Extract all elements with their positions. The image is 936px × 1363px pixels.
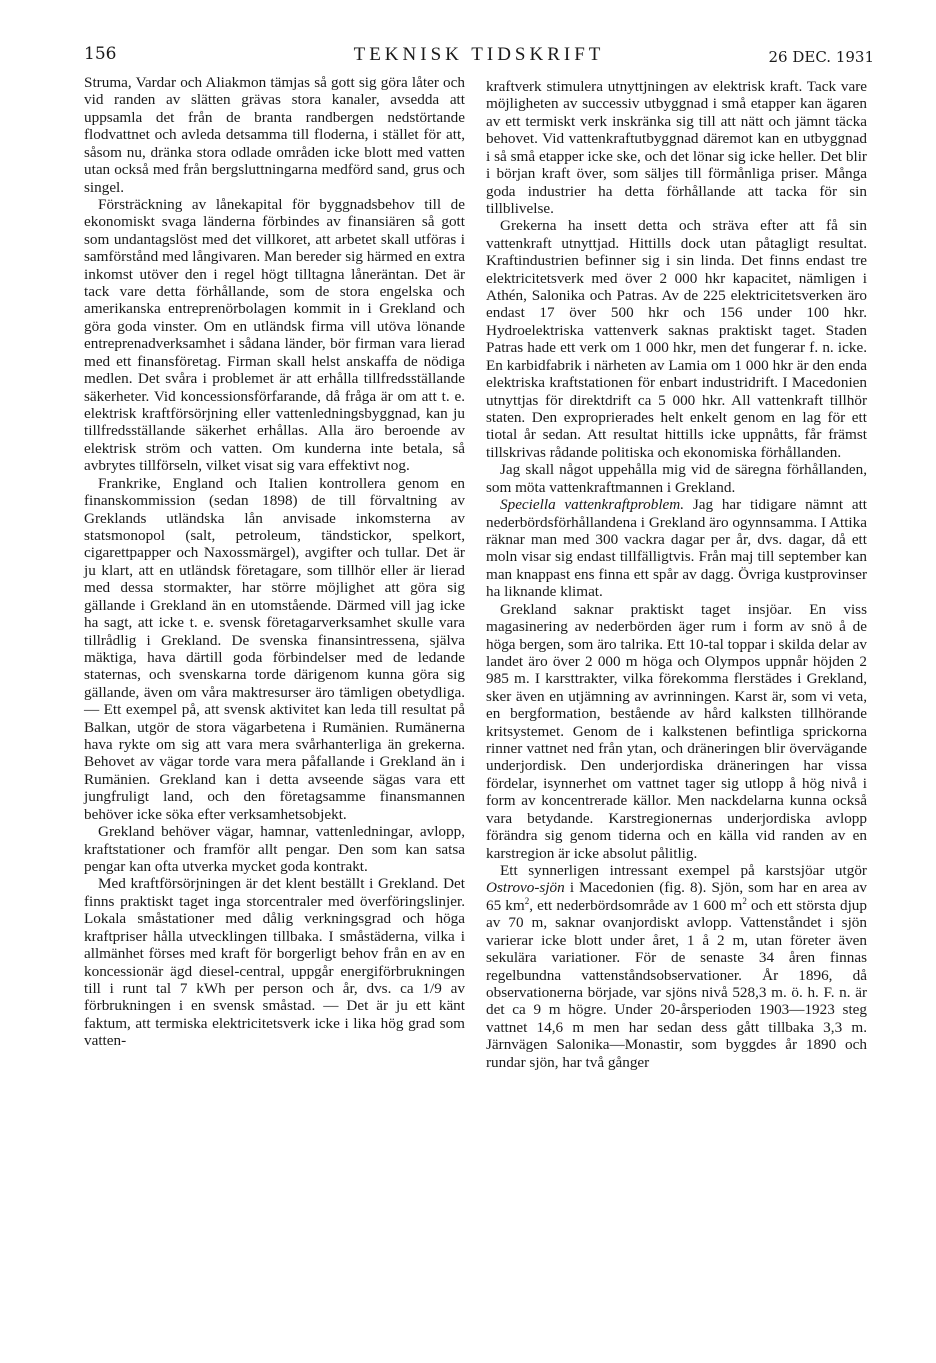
paragraph: Försträckning av lånekapital för byggnadsbehov till de ekonomiskt svaga länderna förbindes av finansiären så gott som undantagslöst med det villkoret, att arbetet skall utföras i samförstånd med långivaren. Man bereder sig härmed en extra inkomst utöver den i regel högt tilltagna låneräntan. Det är tack vare detta förhållande, som de stora engelska och amerikanska entreprenörbolagen kommit in i Grekland och göra goda vinster. Om en utländsk firma vill utöva lönande entreprenadverksamhet i sådana länder, bör firman vara lierad med ett finansföretag. Firman skall helst anskaffa de nödiga medlen. Det svåra i problemet är att erhålla tillfredsställande säkerheter. Vid koncessionsförfarande, då fråga är om att t. e. elektrisk kraftförsörjning eller vattenledningsbyggnad, kan ju tillfredsställande säkerhet erhållas. Alla äro beroende av elektrisk ström och vatten. Om kunderna inte betala, så avbrytes tillförseln, vilket visat sig vara effektivt nog. — [84, 195, 465, 475]
page-header — [84, 40, 874, 70]
page-number: 156 — [84, 44, 117, 64]
paragraph — [486, 496, 867, 601]
paragraph: Grekerna ha insett detta och sträva efter att få sin vattenkraft utnyttjad. Hittills dock utan påtagligt resultat. Kraftindustrien befinner sig i sin linda. Det finns endast tre elektricitetsverk med över 2 000 hkr kapacitet, nämligen i Athén, Salonika och Patras. Av de 225 elektricitetsverken äro endast 17 över 500 hkr och 156 under 100 hkr. Hydroelektriska vattenverk saknas praktiskt taget. Staden Patras hade ett verk om 1 000 hkr, men det fungerar f. n. icke. En karbidfabrik i närheten av Lamia om 1 000 hkr är den enda elektriska kraftstationen för enbart industridrift. I Macedonien utnyttjas för direktdrift ca 5 000 hkr. All vattenkraft tillhör staten. Den exproprierades helt enkelt genom en lag för ett tiotal år sedan. Att resultat hittills icke uppnåtts, får främst tillskrivas rådande politiska och ekonomiska förhållanden. — [486, 217, 867, 461]
superscript: 2 — [742, 895, 747, 906]
right-column — [486, 78, 867, 1071]
paragraph-text: Med kraftförsörjningen är det klent beställt i Grekland. Det finns praktiskt taget inga storcentraler med överföringslinjer. Lokala småstationer med dålig verkningsgrad och höga kraftpriser hålla utvecklingen tillbaka. I småstäderna, vilka i allmänhet förses med kraft för borgerligt behov från en av en koncessionär ägd diesel-central, uppgår energiförbrukningen till i runt tal 7 kWh per person och år, dvs. ca — [84, 875, 465, 997]
fraction: 1/9 — [422, 979, 442, 997]
journal-title: TEKNISK TIDSKRIFT — [353, 44, 605, 65]
paragraph: Grekland saknar praktiskt taget insjöar. En viss magasinering av nederbörden äger rum i form av snö å de höga bergen, som äro talrika. Ett 10-tal toppar i skilda delar av landet äro över 2 000 m höga och Olympos uppnår höjden 2 985 m. I karsttrakter, vilka förekomma flerstädes i Grekland, sker även en utjämning av avrinningen. Karst är, som vi veta, en bergformation, bestående av hård kalksten tillhörande kritsystemet. Genom de i kalkstenen befintliga sprickorna rinner vattnet ned från ytan, och dräneringen blir övervägande underjordisk. Den underjordiska dräneringen har vissa fördelar, isynnerhet om vattnet tager sig utlopp å hög nivå i form av koncentrerade källor. Men nackdelarna kunna också vara betydande. Karstregionernas underjordiska avlopp förändra sig genom tiderna och en källa vid randen av en karstregion är icke absolut pålitlig. — [486, 600, 867, 862]
paragraph: Frankrike, England och Italien kontrollera genom en finanskommission (sedan 1898) de till förvaltning av Greklands utländska lån anvisade inkomsterna av statsmonopol (salt, petroleum, tändstickor, spelkort, cigarettpapper och Naxossmärgel), avgifter och tullar. Det är ju klart, att en utländsk företagare, som tillhör eller är lierad med dessa stormakter, har större möjlighet att göra sig gällande i Grekland än en utomstående. Därmed vill jag icke ha sagt, att icke t. e. svensk företagarverksamhet skulle vara tillrådlig i Grekland. De svenska finansintressena, själva mäktiga, hava därtill goda förbindelser med de ledande staternas, och svenskarna torde därigenom kunna göra sig gällande, även om våra maktresurser äro tämligen obetydliga. — Ett exempel på, att svensk aktivitet kan leda till resultat på Balkan, utgör de stora vägarbetena i Rumänien. Rumänerna hava rykte om sig att vara mera svårhanterliga än grekerna. Behovet av vägar torde vara mera påfallande i Grekland än i Rumänien. Grekland kan i detta avseende sägas vara ett jungfruligt land, och den företagsamme finansmannen behöver icke söka efter verksamhetsobjekt. — [84, 474, 465, 823]
paragraph-text: Jag har tidigare nämnt att nederbördsförhållandena i Grekland äro ogynnsamma. I Attika räknar man med 300 vackra dagar per år, dvs. dagar, då ett moln visar sig endast tillfälligtvis. Från maj till september kan man knappast ens finna ett spår av dagg. Övriga kustprovinser ha liknande klimat. — [486, 496, 868, 601]
paragraph-text: i Macedonien (fig. 8). Sjön, som har en area av 65 km — [486, 879, 868, 914]
paragraph — [486, 862, 867, 1071]
left-column — [84, 74, 465, 1050]
paragraph-text: , ett nederbördsområde av 1 600 m — [529, 896, 743, 914]
issue-date: 26 DEC. 1931 — [768, 48, 874, 66]
superscript: 2 — [524, 895, 530, 906]
paragraph: Jag skall något uppehålla mig vid de säregna förhållanden, som möta vattenkraftmannen i Grekland. — [486, 461, 867, 496]
paragraph-text: och ett största djup av 70 m, saknar ovanjordiskt avlopp. Vattenståndet i sjön varierar icke blott under året, 1 å 2 m, utan företer även sekulära variationer. För de senaste 34 åren finnas regelbundna vattenståndsobservationer. År 1896, då observationerna började, var sjöns nivå 528,3 m. ö. h. F. n. är det ca 9 m högre. Under 20-årsperioden 1903—1923 steg vattnet 14,6 m men har sedan dess gått tillbaka 3,3 m. Järnvägen Salonika—Monastir, som byggdes år 1890 och rundar sjön, har två gånger — [486, 896, 867, 1071]
paragraph-text: Ett synnerligen intressant exempel på karstsjöar utgör — [500, 861, 867, 879]
section-heading: Speciella vattenkraftproblem. — [500, 496, 685, 514]
paragraph — [84, 875, 465, 1049]
paragraph: kraftverk stimulera utnyttjningen av elektrisk kraft. Tack vare möjligheten av successiv utbyggnad i små etapper kan ägaren av ett termiskt verk inskränka sig till att nätt och jämnt täcka behovet. Vid vattenkraftutbyggnad däremot kan en utbyggnad i så små etapper icke ske, och det lönar sig icke heller. Det blir i början kraft över, som säljes till förmånliga priser. Många goda industrier ha detta förhållande att tacka för sin tillblivelse. — [486, 78, 867, 217]
lake-name: Ostrovo-sjön — [486, 879, 565, 897]
paragraph: Struma, Vardar och Aliakmon tämjas så gott sig göra låter och vid randen av slätten grävas stora kanaler, avsedda att uppsamla det från de branta randbergen nedstörtande flodvattnet och avleda detsamma till floderna, i stället för att, såsom nu, dränka stora odlade områden icke blott med vatten utan också med från bergsluttningarna medförd sand, grus och singel. — [84, 74, 465, 196]
paragraph-text: av förbrukningen i en svensk småstad. — Det är ju ett känt faktum, att termiska elektricitetsverk icke i lika hög grad som vatten- — [84, 979, 466, 1050]
paragraph: Grekland behöver vägar, hamnar, vattenledningar, avlopp, kraftstationer och framför allt pengar. Den som kan satsa pengar kan ofta utverka mycket goda kontrakt. — [84, 823, 465, 875]
